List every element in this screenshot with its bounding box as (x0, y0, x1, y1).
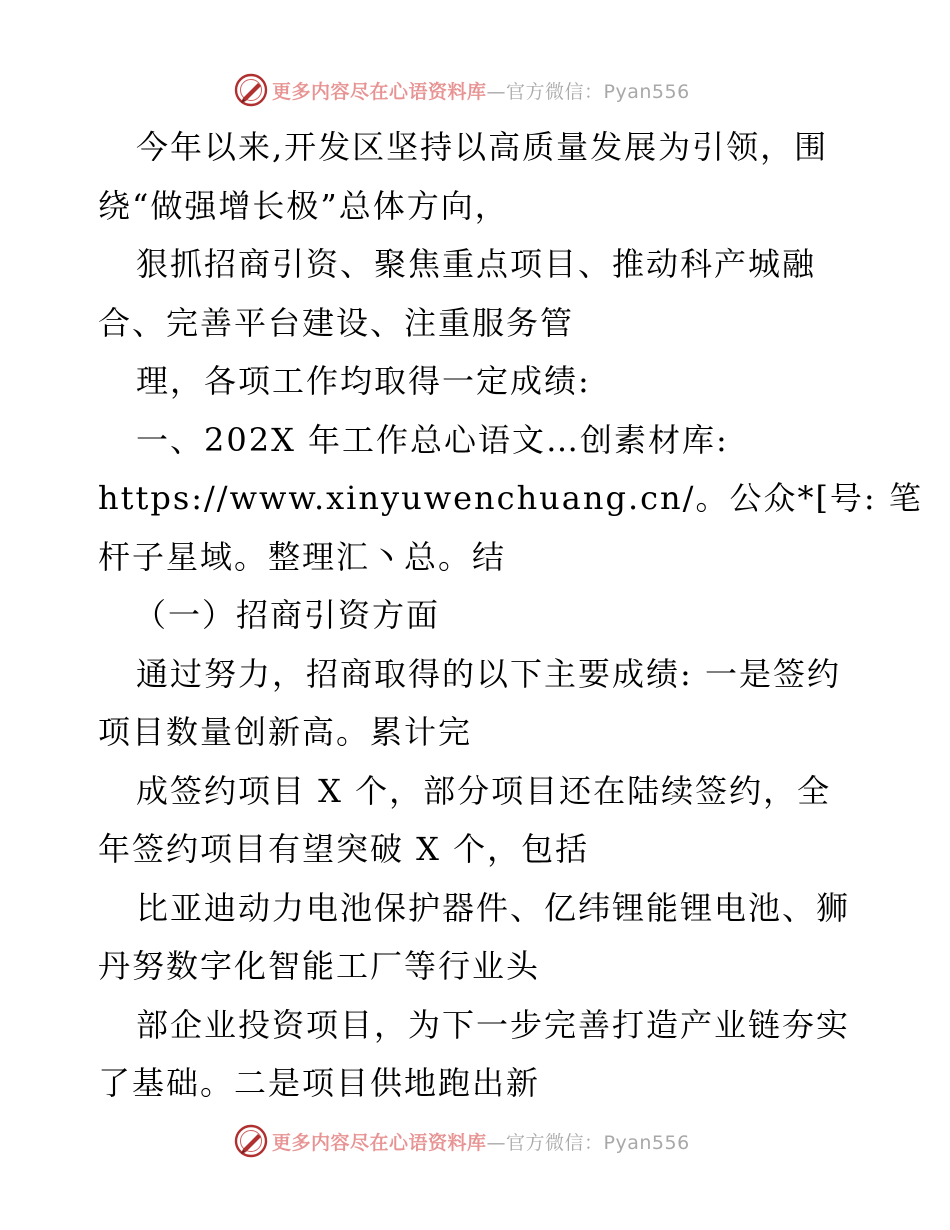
pen-logo-icon (234, 73, 268, 107)
paragraph-line: 今年以来,开发区坚持以高质量发展为引领，围 (136, 128, 829, 166)
footer-watermark (234, 1123, 690, 1159)
watermark-brand: 更多内容尽在心语资料库 (272, 80, 487, 103)
pen-logo-icon (234, 1124, 268, 1158)
watermark-contact: —官方微信：Pyan556 (486, 1131, 690, 1154)
paragraph-line: 合、完善平台建设、注重服务管 (98, 303, 575, 342)
document-body (98, 118, 923, 1113)
watermark-brand: 更多内容尽在心语资料库 (272, 1131, 487, 1154)
paragraph-line: 部企业投资项目，为下一步完善打造产业链夯实 (136, 1005, 851, 1044)
header-watermark (234, 72, 690, 108)
paragraph-line: 狠抓招商引资、聚焦重点项目、推动科产城融 (136, 245, 817, 283)
paragraph-line: 了基础。二是项目供地跑出新 (98, 1064, 541, 1102)
watermark-contact: —官方微信：Pyan556 (486, 80, 690, 103)
paragraph-line: 理，各项工作均取得一定成绩: (136, 362, 591, 400)
section-heading: 一、202X 年工作总心语文…创素材库: (136, 420, 729, 459)
paragraph-line: 杆子星域。整理汇丶总。结 (98, 537, 507, 576)
subsection-heading: （一）招商引资方面 (134, 596, 441, 634)
paragraph-line: 通过努力，招商取得的以下主要成绩: 一是签约 (136, 654, 841, 693)
paragraph-line: 成签约项目 X 个，部分项目还在陆续签约，全 (136, 771, 832, 810)
url-line: https://www.xinyuwenchuang.cn/。公众*[号: 笔 (98, 479, 923, 517)
paragraph-line: 丹努数字化智能工厂等行业头 (98, 947, 541, 985)
paragraph-line: 年签约项目有望突破 X 个，包括 (98, 830, 590, 868)
paragraph-line: 项目数量创新高。累计完 (98, 713, 473, 751)
paragraph-line: 绕“做强增长极”总体方向， (98, 186, 509, 225)
watermark-text (272, 1128, 690, 1155)
watermark-text (272, 77, 690, 104)
paragraph-line: 比亚迪动力电池保护器件、亿纬锂能锂电池、狮 (136, 888, 851, 927)
